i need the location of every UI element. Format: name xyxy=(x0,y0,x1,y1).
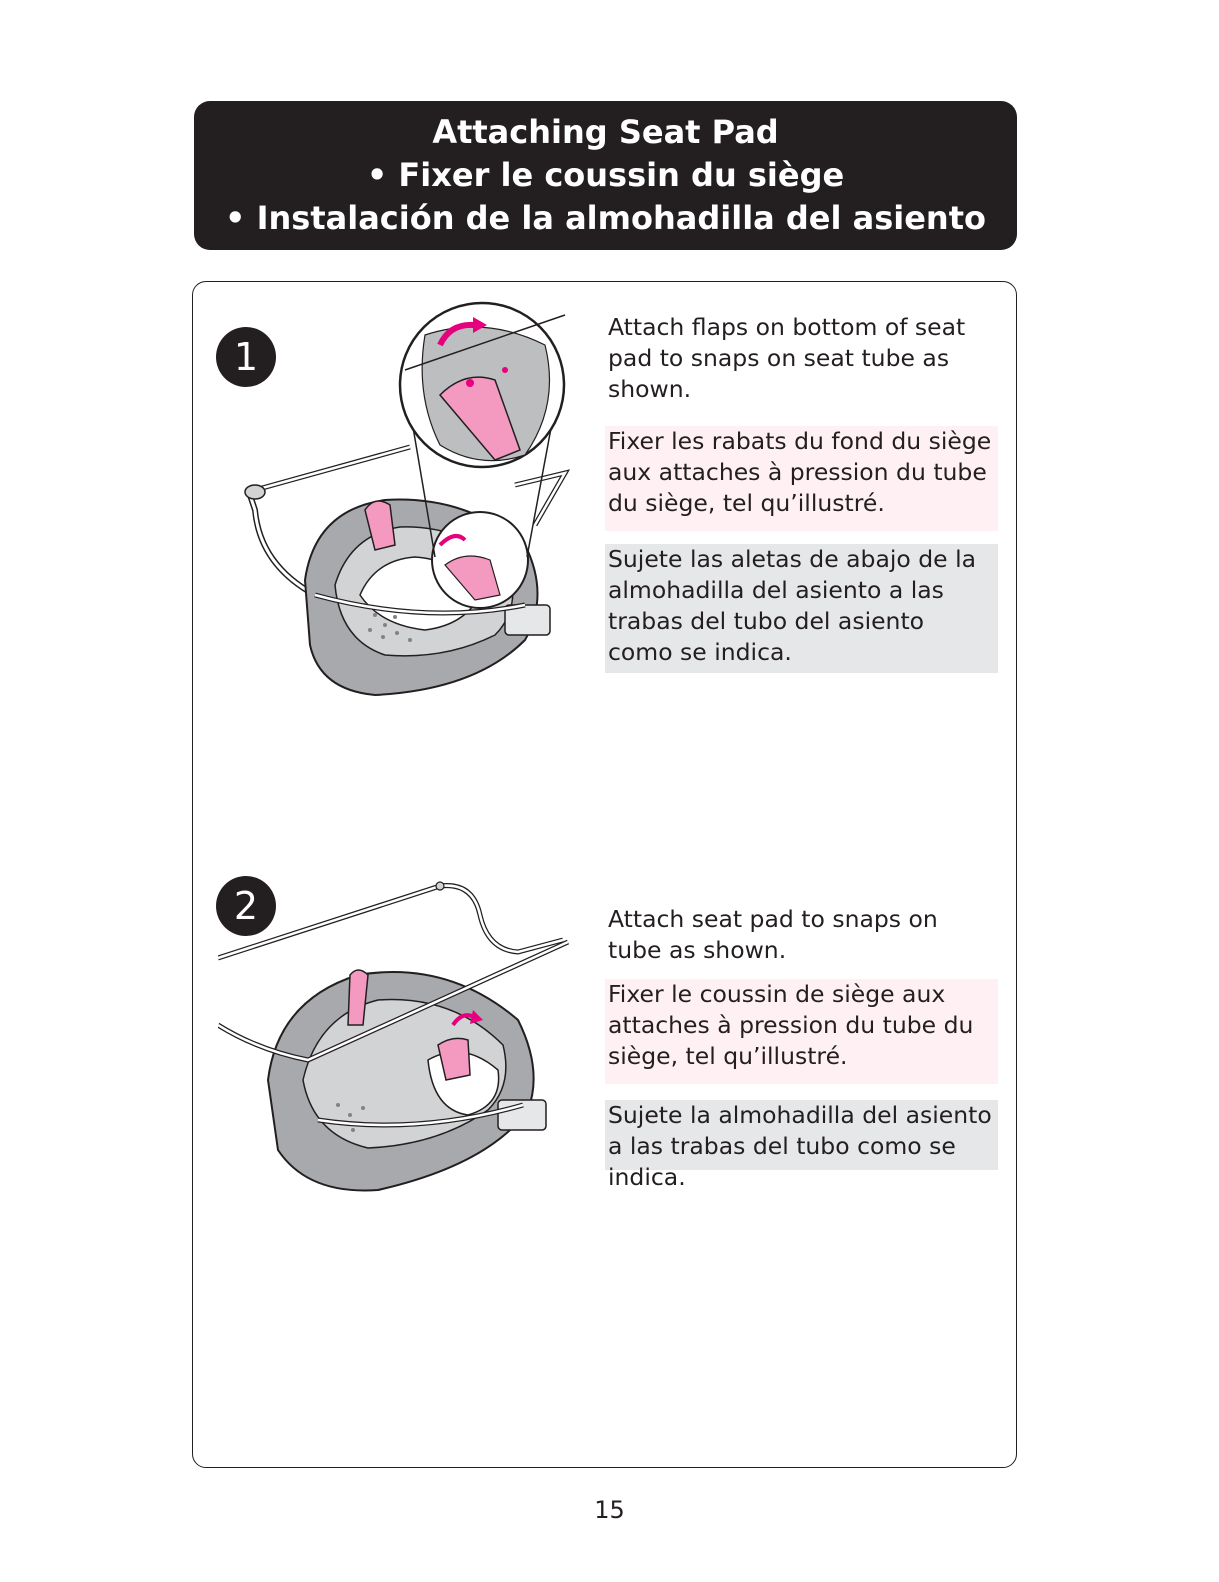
step-2-text-fr: Fixer le coussin de siège aux attaches à pression du tube du siège, tel qu’illustré. xyxy=(605,979,998,1084)
step-2-number: 2 xyxy=(216,876,276,936)
step-1-text-fr: Fixer les rabats du fond du siège aux attaches à pression du tube du siège, tel qu’illustré. xyxy=(605,426,998,531)
header-title-fr: • Fixer le coussin du siège xyxy=(366,156,845,194)
step-1-illustration xyxy=(225,295,585,705)
header-title-es: • Instalación de la almohadilla del asiento xyxy=(225,199,986,237)
step-1-number: 1 xyxy=(216,327,276,387)
step-1-text-en: Attach flaps on bottom of seat pad to snaps on seat tube as shown. xyxy=(608,313,966,403)
header-title-en: Attaching Seat Pad xyxy=(432,113,779,151)
step-2-text-es: Sujete la almohadilla del asiento a las trabas del tubo como se indica. xyxy=(605,1100,998,1170)
page-number: 15 xyxy=(594,1496,625,1524)
section-header xyxy=(194,101,1017,250)
step-2-illustration xyxy=(218,880,578,1205)
step-1-text-es: Sujete las aletas de abajo de la almohadilla del asiento a las trabas del tubo del asiento como se indica. xyxy=(605,544,998,673)
step-2-text-en: Attach seat pad to snaps on tube as shown. xyxy=(608,905,938,964)
